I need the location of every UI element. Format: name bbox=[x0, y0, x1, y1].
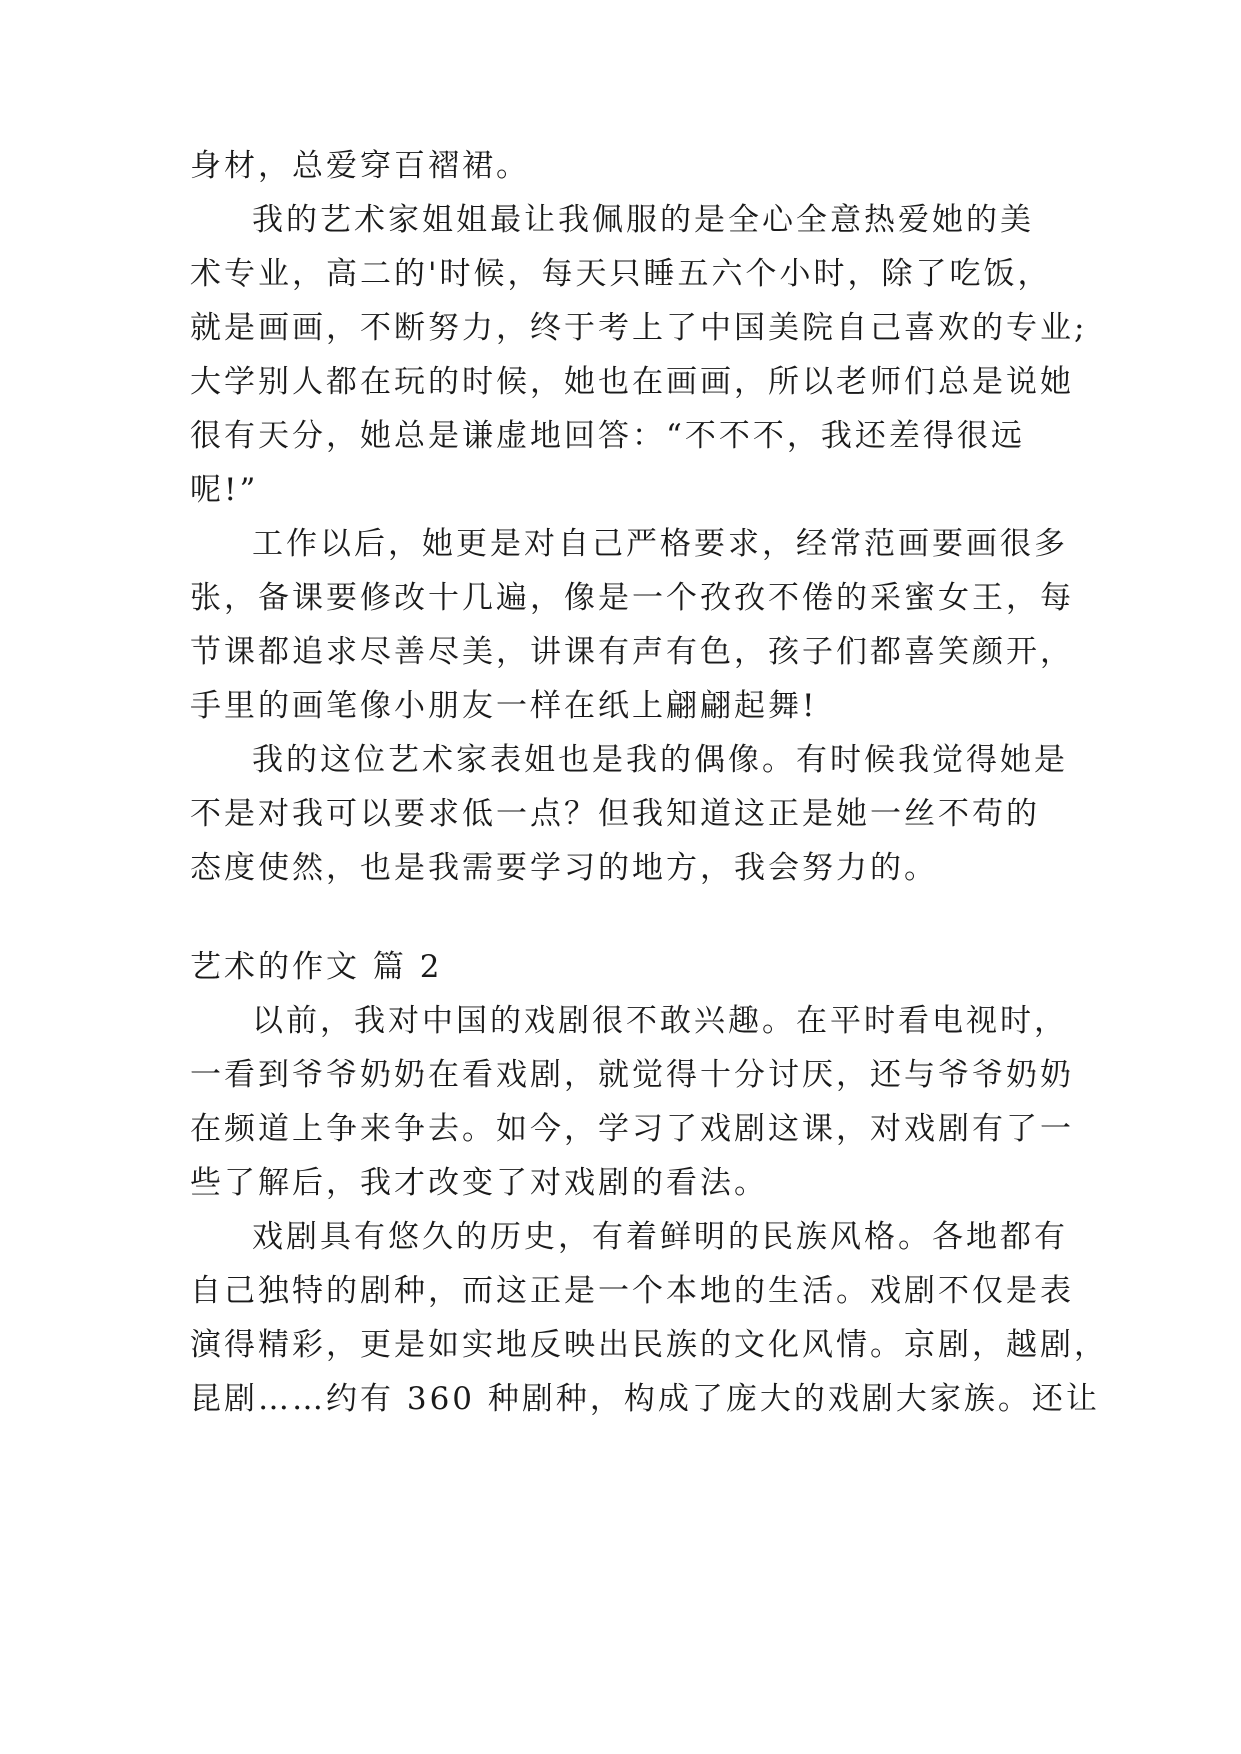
text-line: 些了解后，我才改变了对戏剧的看法。 bbox=[190, 1165, 768, 1201]
text-line: 身材，总爱穿百褶裙。 bbox=[190, 148, 530, 184]
text-line: 态度使然，也是我需要学习的地方，我会努力的。 bbox=[190, 850, 938, 886]
section-heading: 艺术的作文 篇 2 bbox=[190, 949, 443, 985]
text-line: 在频道上争来争去。如今，学习了戏剧这课，对戏剧有了一 bbox=[190, 1111, 1074, 1147]
text-line: 工作以后，她更是对自己严格要求，经常范画要画很多 bbox=[252, 526, 1068, 562]
text-line: 昆剧……约有 360 种剧种，构成了庞大的戏剧大家族。还让 bbox=[190, 1381, 1100, 1417]
text-line: 我的艺术家姐姐最让我佩服的是全心全意热爱她的美 bbox=[252, 202, 1034, 238]
text-line: 以前，我对中国的戏剧很不敢兴趣。在平时看电视时， bbox=[252, 1003, 1068, 1039]
text-line: 大学别人都在玩的时候，她也在画画，所以老师们总是说她 bbox=[190, 364, 1074, 400]
text-line: 演得精彩，更是如实地反映出民族的文化风情。京剧，越剧， bbox=[190, 1327, 1108, 1363]
text-line: 术专业，高二的'时候，每天只睡五六个小时，除了吃饭， bbox=[190, 256, 1052, 292]
text-line: 节课都追求尽善尽美，讲课有声有色，孩子们都喜笑颜开， bbox=[190, 634, 1074, 670]
text-line: 一看到爷爷奶奶在看戏剧，就觉得十分讨厌，还与爷爷奶奶 bbox=[190, 1057, 1074, 1093]
text-line: 张，备课要修改十几遍，像是一个孜孜不倦的采蜜女王，每 bbox=[190, 580, 1074, 616]
text-line: 就是画画，不断努力，终于考上了中国美院自己喜欢的专业; bbox=[190, 310, 1088, 346]
text-line: 很有天分，她总是谦虚地回答：“不不不，我还差得很远 bbox=[190, 418, 1025, 454]
text-line: 手里的画笔像小朋友一样在纸上翩翩起舞! bbox=[190, 688, 818, 724]
text-line: 戏剧具有悠久的历史，有着鲜明的民族风格。各地都有 bbox=[252, 1219, 1068, 1255]
text-line: 呢!” bbox=[190, 472, 259, 508]
text-line: 不是对我可以要求低一点？但我知道这正是她一丝不苟的 bbox=[190, 796, 1040, 832]
text-line: 我的这位艺术家表姐也是我的偶像。有时候我觉得她是 bbox=[252, 742, 1068, 778]
text-line: 自己独特的剧种，而这正是一个本地的生活。戏剧不仅是表 bbox=[190, 1273, 1074, 1309]
